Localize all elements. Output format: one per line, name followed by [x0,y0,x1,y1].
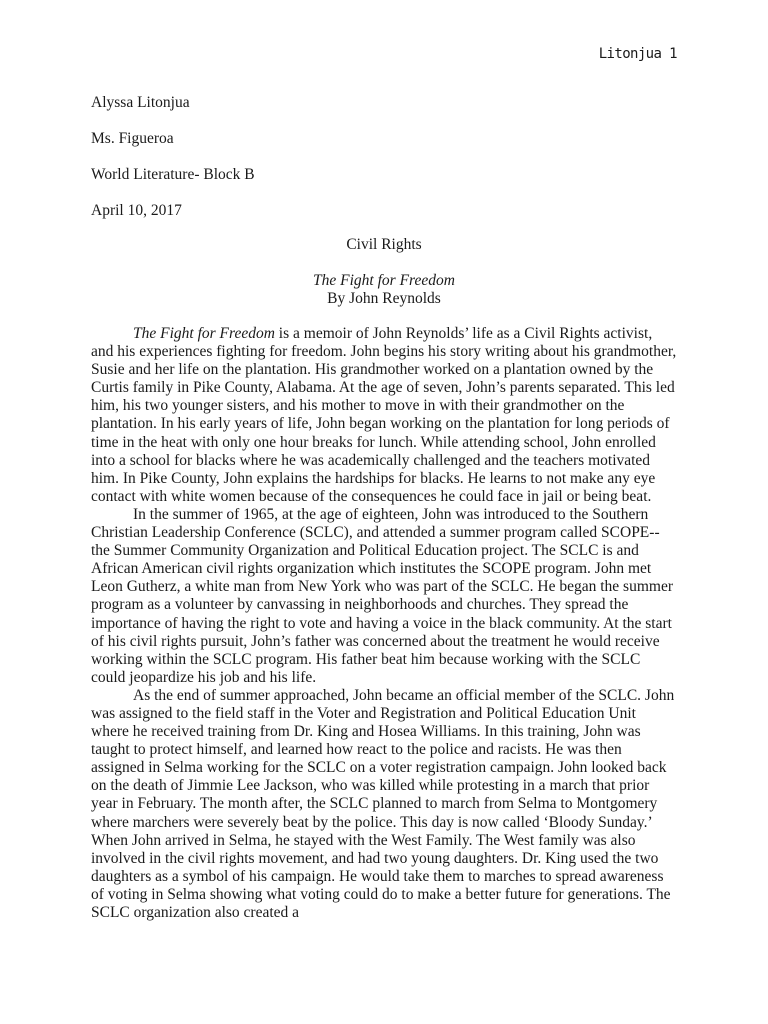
paragraph-2: In the summer of 1965, at the age of eighteen, John was introduced to the Southern Christian Leadership Conference (SCLC), and attended a summer program called SCOPE--the Summer Community Organization and Political Education project. The SCLC is and African American civil rights organization which institutes the SCOPE program. John met Leon Gutherz, a white man from New York who was part of the SCLC. He began the summer program as a volunteer by canvassing in neighborhoods and churches. They spread the importance of having the right to vote and having a voice in the black community. At the start of his civil rights pursuit, John’s father was concerned about the treatment he would receive working within the SCLC program. His father beat him because working with the SCLC could jeopardize his job and his life. [91,505,673,686]
paragraph-1 [91,325,677,506]
running-head: Litonjua 1 [598,46,677,62]
mla-heading [91,94,255,238]
teacher-name: Ms. Figueroa [91,130,174,147]
book-info [0,272,768,308]
student-name: Alyssa Litonjua [91,94,190,111]
book-title-inline: The Fight for Freedom [133,325,275,342]
paragraph-1-text: is a memoir of John Reynolds’ life as a Civil Rights activist, and his experiences fighting for freedom. John begins his story writing about his grandmother, Susie and her life on the plantation. His grandmother worked on a plantation owned by the Curtis family in Pike County, Alabama. At the age of seven, John’s parents separated. This led him, his two younger sisters, and his mother to move in with their grandmother on the plantation. In his early years of life, John began working on the plantation for long periods of time in the heat with only one hour breaks for lunch. While attending school, John enrolled into a school for blacks where he was academically challenged and the teachers motivated him. In Pike County, John explains the hardships for blacks. He learns to not make any eye contact with white women because of the consequences he could face in jail or being beat. [91,325,677,505]
paper-title: Civil Rights [346,236,422,253]
paper-date: April 10, 2017 [91,202,182,219]
course-name: World Literature- Block B [91,166,255,183]
book-title: The Fight for Freedom [313,272,455,289]
paragraph-3: As the end of summer approached, John became an official member of the SCLC. John was assigned to the field staff in the Voter and Registration and Political Education Unit where he received training from Dr. King and Hosea Williams. In this training, John was taught to protect himself, and learned how react to the police and racists. He was then assigned in Selma working for the SCLC on a voter registration campaign. John looked back on the death of Jimmie Lee Jackson, who was killed while protesting in a march that prior year in February. The month after, the SCLC planned to march from Selma to Montgomery where marchers were severely beat by the police. This day is now called ‘Bloody Sunday.’ When John arrived in Selma, he stayed with the West Family. The West family was also involved in the civil rights movement, and had two young daughters. Dr. King used the two daughters as a symbol of his campaign. He would take them to marches to spread awareness of voting in Selma showing what voting could do to make a better future for generations. The SCLC organization also created a [91,686,675,921]
book-byline: By John Reynolds [327,290,441,307]
essay-body [91,325,677,922]
